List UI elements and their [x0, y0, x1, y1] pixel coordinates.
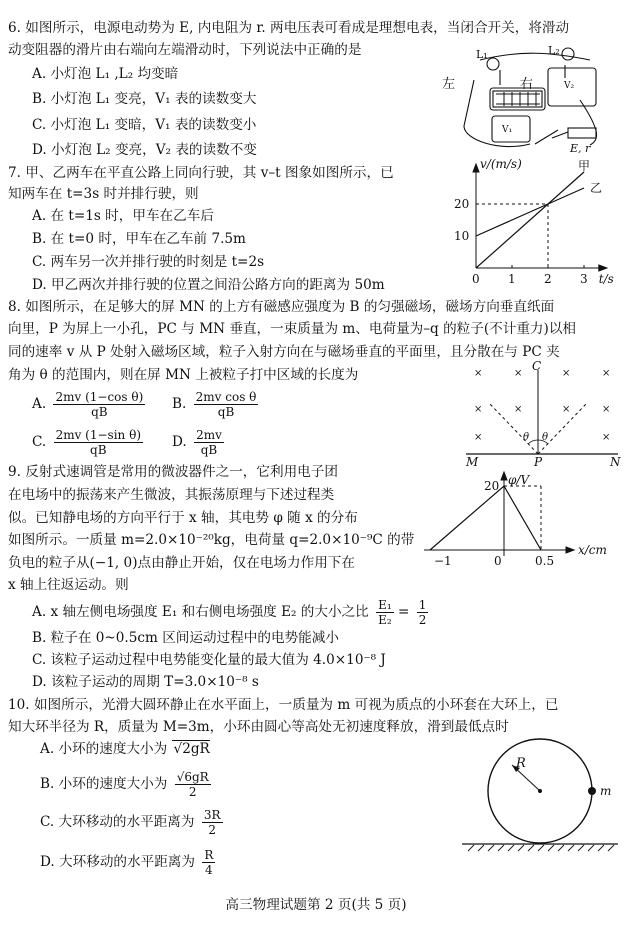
q9-stem-line5: 负电的粒子从(−1, 0)点由静止开始，仅在电场力作用下在: [8, 555, 355, 571]
q8-fig-theta-left: θ: [523, 432, 530, 443]
q7-series-1: [476, 188, 584, 236]
q8-stem-line3: 同的速率 v 从 P 处射入磁场区域，粒子入射方向在与磁场垂直的平面里，且分散在与 PC 夹: [8, 344, 560, 360]
q6-option-c: C. 小灯泡 L₁ 变暗，V₁ 表的读数变小: [32, 117, 257, 133]
q8-option-c-label: C.: [32, 434, 47, 450]
q9-option-d: D. 该粒子运动的周期 T=3.0×10⁻⁸ s: [32, 674, 259, 690]
q9-y-arrow: [501, 472, 507, 480]
q7-x-arrow: [599, 265, 607, 271]
q9-xtick-1: 0: [494, 554, 502, 568]
svg-text:×: ×: [514, 368, 523, 379]
q9-option-a-frac1-num: E₁: [378, 598, 392, 612]
q10-option-d: [40, 848, 215, 877]
q8-fig-n-label: N: [610, 455, 621, 466]
q9-option-a-text: A. x 轴左侧电场强度 E₁ 和右侧电场强度 E₂ 的大小之比: [32, 604, 369, 620]
q8-option-b-den: qB: [217, 405, 235, 419]
q8-option-d-label: D.: [172, 434, 187, 450]
svg-text:×: ×: [474, 432, 483, 443]
q9-option-a-frac1-den: E₂: [378, 613, 392, 627]
q7-ytick-0: 10: [454, 229, 470, 243]
q9-potential-chart: [420, 470, 620, 572]
q6-option-d: D. 小灯泡 L₂ 变亮，V₂ 表的读数不变: [32, 142, 257, 158]
q7-xtick-2: 2: [544, 272, 552, 286]
q9-option-a-frac2-den: 2: [418, 613, 427, 627]
q10-option-d-num: R: [204, 848, 214, 862]
q7-xtick-3: 3: [580, 272, 588, 286]
q9-stem-line1: 9. 反射式速调管是常用的微波器件之一，它利用电子团: [8, 464, 338, 480]
q7-option-d: D. 甲乙两次并排行驶的位置之间沿公路方向的距离为 50m: [32, 277, 385, 293]
q7-series-0: [476, 172, 584, 268]
q10-stem-line1: 10. 如图所示，光滑大圆环静止在水平面上，一质量为 m 可视为质点的小环套在大环上，已: [8, 697, 559, 713]
q8-option-a-fraction: [53, 390, 145, 419]
q8-option-b-fraction: [194, 390, 259, 419]
q8-stem-line1: 8. 如图所示，在足够大的屏 MN 的上方有磁感应强度为 B 的匀强磁场，磁场方向垂直纸面: [8, 299, 555, 315]
q10-fig-m-label: m: [600, 784, 612, 798]
q8-fig-c-label: C: [532, 360, 542, 373]
q8-magnetic-field-figure: [462, 360, 622, 466]
q8-option-d-den: qB: [200, 443, 218, 457]
q10-option-b-num: √6gR: [176, 770, 209, 784]
q10-option-c-text: C. 大环移动的水平距离为: [40, 814, 195, 830]
q10-option-d-den: 4: [205, 863, 213, 877]
q9-x-arrow: [566, 547, 574, 553]
q10-option-a-text: A. 小环的速度大小为: [40, 741, 168, 757]
q7-y-arrow: [473, 164, 479, 172]
svg-text:×: ×: [474, 368, 483, 379]
q10-option-b-den: 2: [188, 785, 197, 799]
q10-option-d-fraction: [202, 848, 215, 877]
q8-option-b-num: 2mv cos θ: [195, 390, 257, 404]
q6-circuit-figure: [440, 40, 620, 158]
q10-option-a: [40, 740, 210, 758]
q8-option-d-num: 2mv: [196, 428, 222, 442]
q9-option-c: C. 该粒子运动过程中电势能变化量的最大值为 4.0×10⁻⁸ J: [32, 652, 386, 668]
q9-stem-line2: 在电场中的振荡来产生微波，其振荡原理与下述过程类: [8, 487, 335, 503]
q10-option-b: [40, 770, 211, 799]
q6-option-b: B. 小灯泡 L₁ 变亮，V₁ 表的读数变大: [32, 91, 257, 107]
q9-xlabel: x/cm: [578, 543, 607, 557]
q10-option-d-text: D. 大环移动的水平距离为: [40, 854, 195, 870]
q7-stem-line2: 知两车在 t=3s 时并排行驶，则: [8, 186, 199, 202]
q9-option-a: [32, 598, 428, 627]
q7-series-label-0: 甲: [578, 159, 591, 173]
q10-option-c-fraction: [202, 808, 223, 837]
q9-xtick-2: 0.5: [535, 554, 555, 568]
q8-option-b: [172, 390, 258, 419]
q8-option-c: [32, 428, 143, 457]
svg-text:×: ×: [602, 432, 611, 443]
q6-fig-v1-label: V₁: [502, 125, 513, 135]
q8-fig-p-label: P: [534, 455, 543, 466]
q8-option-b-label: B.: [172, 396, 187, 412]
svg-text:×: ×: [562, 404, 571, 415]
q7-option-a: A. 在 t=1s 时，甲车在乙车后: [32, 208, 214, 224]
page-footer: 高三物理试题第 2 页(共 5 页): [225, 897, 407, 913]
q10-option-c-num: 3R: [203, 808, 221, 822]
q9-option-a-frac2-num: 1: [418, 598, 427, 612]
q10-option-b-fraction: [175, 770, 211, 799]
svg-text:×: ×: [562, 368, 571, 379]
q8-option-a: [32, 390, 145, 419]
q9-option-a-frac1: [376, 598, 394, 627]
q9-stem-line4: 如图所示。一质量 m=2.0×10⁻²⁰kg，电荷量 q=2.0×10⁻⁹C 的带: [8, 532, 415, 548]
q7-option-b: B. 在 t=0 时，甲车在乙车前 7.5m: [32, 231, 246, 247]
q7-ylabel: v/(m/s): [480, 157, 522, 171]
q8-option-a-den: qB: [91, 405, 108, 419]
ground-hatching: [468, 845, 614, 851]
q7-vt-chart: [440, 156, 620, 286]
q9-option-a-frac2: [417, 598, 429, 627]
q6-fig-l1-label: L₁: [476, 48, 488, 61]
q8-stem-line2: 向里，P 为屏上一小孔，PC 与 MN 垂直，一束质量为 m、电荷量为–q 的粒子(不计重力)以相: [8, 321, 577, 337]
q8-option-d: [172, 428, 224, 457]
q9-ylabel: φ/V: [508, 473, 530, 487]
q9-option-b: B. 粒子在 0~0.5cm 区间运动过程中的电势能减小: [32, 630, 339, 646]
q10-option-c-den: 2: [208, 823, 216, 837]
q7-stem-line1: 7. 甲、乙两车在平直公路上同向行驶，其 v–t 图象如图所示，已: [8, 165, 394, 181]
q8-stem-line4: 角为 θ 的范围内，则在屏 MN 上被粒子打中区域的长度为: [8, 367, 359, 383]
q7-series-label-1: 乙: [590, 181, 603, 195]
q9-ytick-0: 20: [484, 479, 500, 493]
q6-fig-left-label: 左: [442, 77, 456, 92]
q9-series-line: [430, 486, 541, 550]
q8-fig-m-label: M: [466, 455, 479, 466]
q6-stem-line2: 动变阻器的滑片由右端向左端滑动时，下列说法中正确的是: [8, 42, 362, 58]
q9-option-a-eq: =: [398, 604, 410, 620]
q6-option-a: A. 小灯泡 L₁ ,L₂ 均变暗: [32, 66, 179, 82]
q10-stem-line2: 知大环半径为 R，质量为 M=3m，小环由圆心等高处无初速度释放，滑到最低点时: [8, 719, 509, 735]
q9-stem-line3: 似。已知静电场的方向平行于 x 轴，其电势 φ 随 x 的分布: [8, 510, 358, 526]
q7-xtick-1: 1: [508, 272, 516, 286]
q8-option-a-label: A.: [32, 396, 47, 412]
q10-option-a-sqrt: √2gR: [173, 741, 210, 757]
svg-text:×: ×: [514, 404, 523, 415]
q6-fig-source-label: E, r: [570, 142, 591, 155]
q10-option-c: [40, 808, 223, 837]
q10-fig-r-label: R: [516, 756, 526, 771]
q9-stem-line6: x 轴上往返运动。则: [8, 577, 129, 593]
q8-option-c-den: qB: [90, 443, 107, 457]
q6-fig-right-label: 右: [520, 77, 534, 92]
q8-option-c-num: 2mv (1−sin θ): [55, 428, 142, 442]
q10-option-b-text: B. 小环的速度大小为: [40, 776, 168, 792]
q8-option-a-num: 2mv (1−cos θ): [55, 390, 144, 404]
q6-fig-v2-label: V₂: [564, 81, 575, 91]
q8-fig-theta-right: θ: [542, 432, 549, 443]
q7-ytick-1: 20: [454, 197, 470, 211]
q7-xlabel: t/s: [598, 272, 614, 286]
q8-option-c-fraction: [54, 428, 143, 457]
svg-text:×: ×: [474, 404, 483, 415]
svg-text:×: ×: [602, 368, 611, 379]
q7-option-c: C. 两车另一次并排行驶的时刻是 t=2s: [32, 254, 265, 270]
q7-xtick-0: 0: [472, 272, 480, 286]
q6-stem-line1: 6. 如图所示，电源电动势为 E, 内电阻为 r. 两电压表可看成是理想电表，当闭合开关，将滑动: [8, 20, 570, 36]
q6-fig-l2-label: L₂: [548, 44, 560, 57]
q8-option-d-fraction: [194, 428, 224, 457]
q10-ring-figure: [460, 735, 620, 855]
svg-text:×: ×: [602, 404, 611, 415]
q9-xtick-0: −1: [434, 554, 452, 568]
